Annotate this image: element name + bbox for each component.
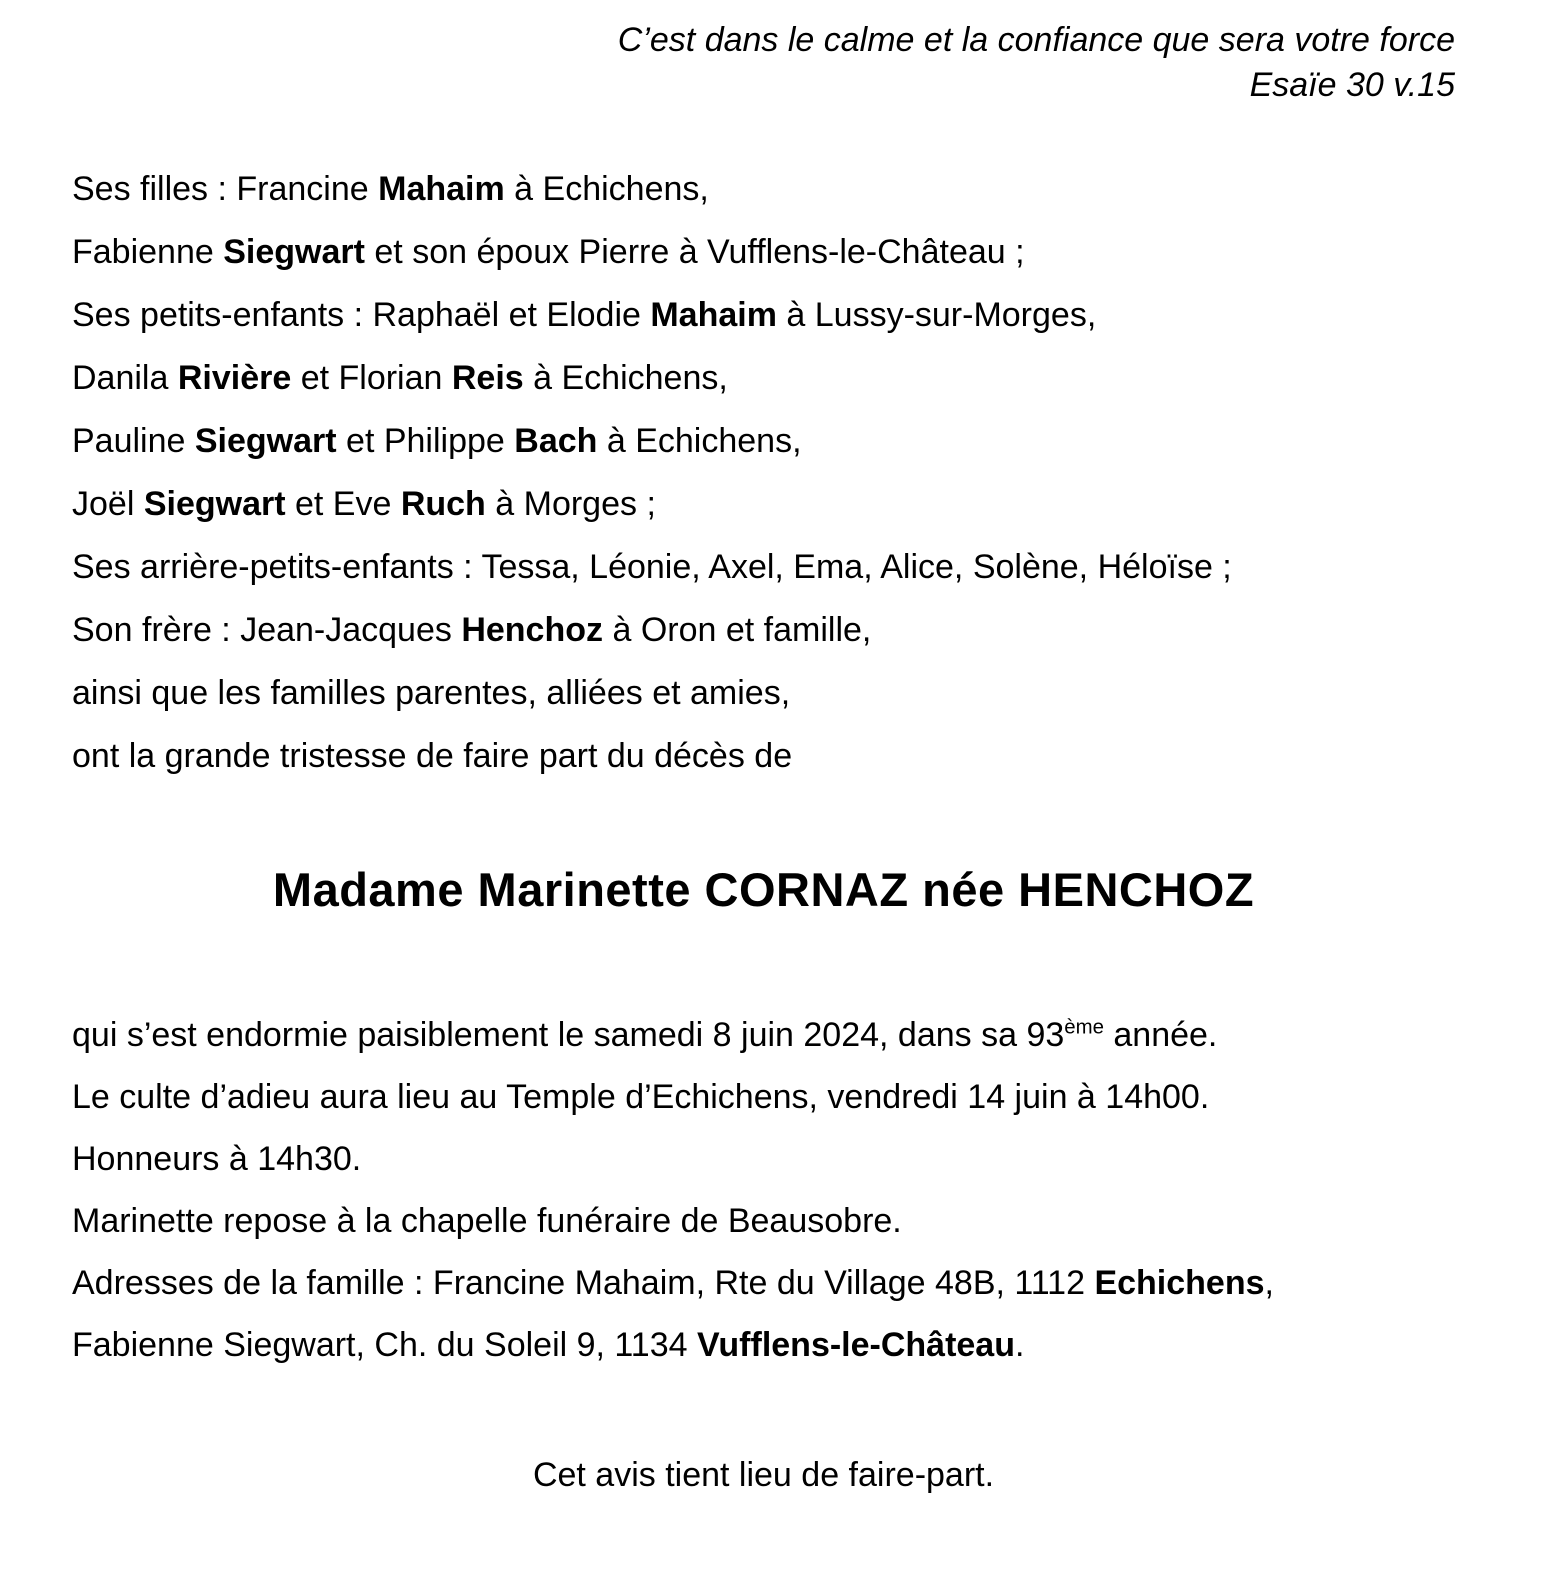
deceased-name: Madame Marinette CORNAZ née HENCHOZ bbox=[272, 863, 1255, 916]
text-line: Fabienne Siegwart, Ch. du Soleil 9, 1134 Vufflens-le-Château. bbox=[72, 1326, 1025, 1364]
text-line: Ses petits-enfants : Raphaël et Elodie Mahaim à Lussy-sur-Morges, bbox=[72, 296, 1097, 334]
text-line: Adresses de la famille : Francine Mahaim, Rte du Village 48B, 1112 Echichens, bbox=[72, 1264, 1274, 1302]
text-line: ont la grande tristesse de faire part du décès de bbox=[72, 737, 793, 775]
text-line: Fabienne Siegwart et son époux Pierre à Vufflens-le-Château ; bbox=[72, 233, 1025, 271]
faire-part-notice: Cet avis tient lieu de faire-part. bbox=[532, 1456, 995, 1494]
text-line: ainsi que les familles parentes, alliées et amies, bbox=[72, 674, 791, 712]
text-line: Danila Rivière et Florian Reis à Echichens, bbox=[72, 359, 728, 397]
epigraph bbox=[72, 18, 1455, 108]
family-announcement-paragraph bbox=[72, 158, 1455, 788]
text-line: qui s’est endormie paisiblement le samedi 8 juin 2024, dans sa 93ème année. bbox=[72, 1016, 1218, 1054]
text-line: Son frère : Jean-Jacques Henchoz à Oron et famille, bbox=[72, 611, 872, 649]
text-line: Marinette repose à la chapelle funéraire de Beausobre. bbox=[72, 1202, 902, 1240]
text-line: Honneurs à 14h30. bbox=[72, 1140, 362, 1178]
epigraph-reference: Esaïe 30 v.15 bbox=[1249, 66, 1455, 104]
text-line: Pauline Siegwart et Philippe Bach à Echichens, bbox=[72, 422, 802, 460]
text-line: Ses filles : Francine Mahaim à Echichens, bbox=[72, 170, 709, 208]
text-line: Ses arrière-petits-enfants : Tessa, Léonie, Axel, Ema, Alice, Solène, Héloïse ; bbox=[72, 548, 1232, 586]
funeral-details-paragraph bbox=[72, 1004, 1455, 1376]
epigraph-quote: C’est dans le calme et la confiance que sera votre force bbox=[617, 21, 1455, 59]
text-line: Joël Siegwart et Eve Ruch à Morges ; bbox=[72, 485, 656, 523]
text-line: Le culte d’adieu aura lieu au Temple d’Echichens, vendredi 14 juin à 14h00. bbox=[72, 1078, 1210, 1116]
